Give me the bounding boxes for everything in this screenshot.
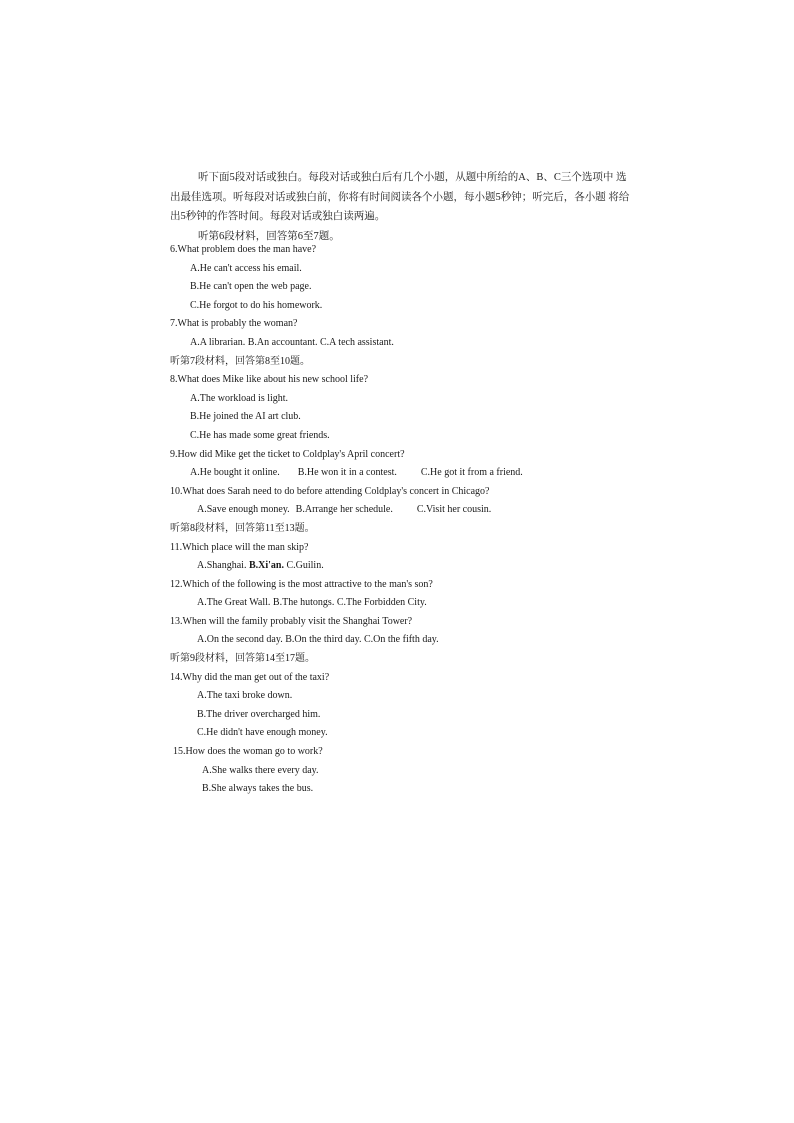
- q15-option-b: B.She always takes the bus.: [202, 783, 314, 795]
- question-13: 13.When will the family probably visit the Shanghai Tower?: [170, 615, 413, 627]
- q7-options: A.A librarian. B.An accountant. C.A tech assistant.: [190, 336, 394, 348]
- question-15: 15.How does the woman go to work?: [173, 746, 323, 758]
- question-9: 9.How did Mike get the ticket to Coldplay's April concert?: [170, 448, 405, 460]
- section-8-heading: 听第8段材料，回答第11至13题。: [170, 522, 315, 534]
- q8-option-c: C.He has made some great friends.: [190, 429, 330, 441]
- section-7-heading: 听第7段材料，回答第8至10题。: [170, 355, 310, 367]
- listening-instructions: [170, 168, 630, 246]
- q9-options: [170, 464, 630, 483]
- question-list: [170, 241, 630, 799]
- section-6-heading: 听第6段材料，回答第6至7题。: [198, 230, 340, 242]
- question-10: 10.What does Sarah need to do before attending Coldplay's concert in Chicago?: [170, 485, 490, 497]
- question-12: 12.Which of the following is the most attractive to the man's son?: [170, 578, 433, 590]
- q9-option-b: B.He won it in a contest.: [297, 467, 397, 479]
- section-9-heading: 听第9段材料，回答第14至17题。: [170, 653, 315, 665]
- q15-option-a: A.She walks there every day.: [202, 764, 319, 776]
- q10-option-c: C.Visit her cousin.: [416, 504, 492, 516]
- q12-options: A.The Great Wall. B.The hutongs. C.The Forbidden City.: [197, 597, 427, 609]
- question-7: 7.What is probably the woman?: [170, 318, 298, 330]
- q11-options: [170, 557, 630, 576]
- q6-option-c: C.He forgot to do his homework.: [190, 299, 323, 311]
- question-6: 6.What problem does the man have?: [170, 244, 317, 255]
- q13-options: A.On the second day. B.On the third day. C.On the fifth day.: [197, 634, 439, 646]
- q10-option-b: B.Arrange her schedule.: [295, 504, 393, 516]
- instruction-paragraph: 听下面5段对话或独白。每段对话或独白后有几个小题，从题中所给的A、B、C三个选项中 选出最佳选项。听每段对话或独白前，你将有时间阅读各个小题，每小题5秒钟；听完后，各小题 将给出5秒钟的作答时间。每段对话或独白读两遍。: [170, 172, 630, 222]
- q14-option-c: C.He didn't have enough money.: [197, 727, 328, 739]
- q10-option-a: A.Save enough money.: [197, 504, 290, 516]
- q14-option-a: A.The taxi broke down.: [197, 690, 293, 702]
- q11-option-c: C.Guilin.: [286, 560, 324, 572]
- q6-option-b: B.He can't open the web page.: [190, 281, 312, 293]
- q10-options: [170, 501, 630, 520]
- question-8: 8.What does Mike like about his new school life?: [170, 374, 369, 386]
- question-11: 11.Which place will the man skip?: [170, 541, 309, 553]
- q14-option-b: B.The driver overcharged him.: [197, 708, 321, 720]
- q11-option-a: A.Shanghai.: [197, 560, 247, 572]
- q11-option-b: B.Xi'an.: [248, 560, 284, 572]
- q6-option-a: A.He can't access his email.: [190, 262, 302, 274]
- q8-option-a: A.The workload is light.: [190, 392, 289, 404]
- q8-option-b: B.He joined the AI art club.: [190, 411, 301, 423]
- q9-option-a: A.He bought it online.: [190, 467, 280, 479]
- q9-option-c: C.He got it from a friend.: [420, 467, 523, 479]
- question-14: 14.Why did the man get out of the taxi?: [170, 671, 330, 683]
